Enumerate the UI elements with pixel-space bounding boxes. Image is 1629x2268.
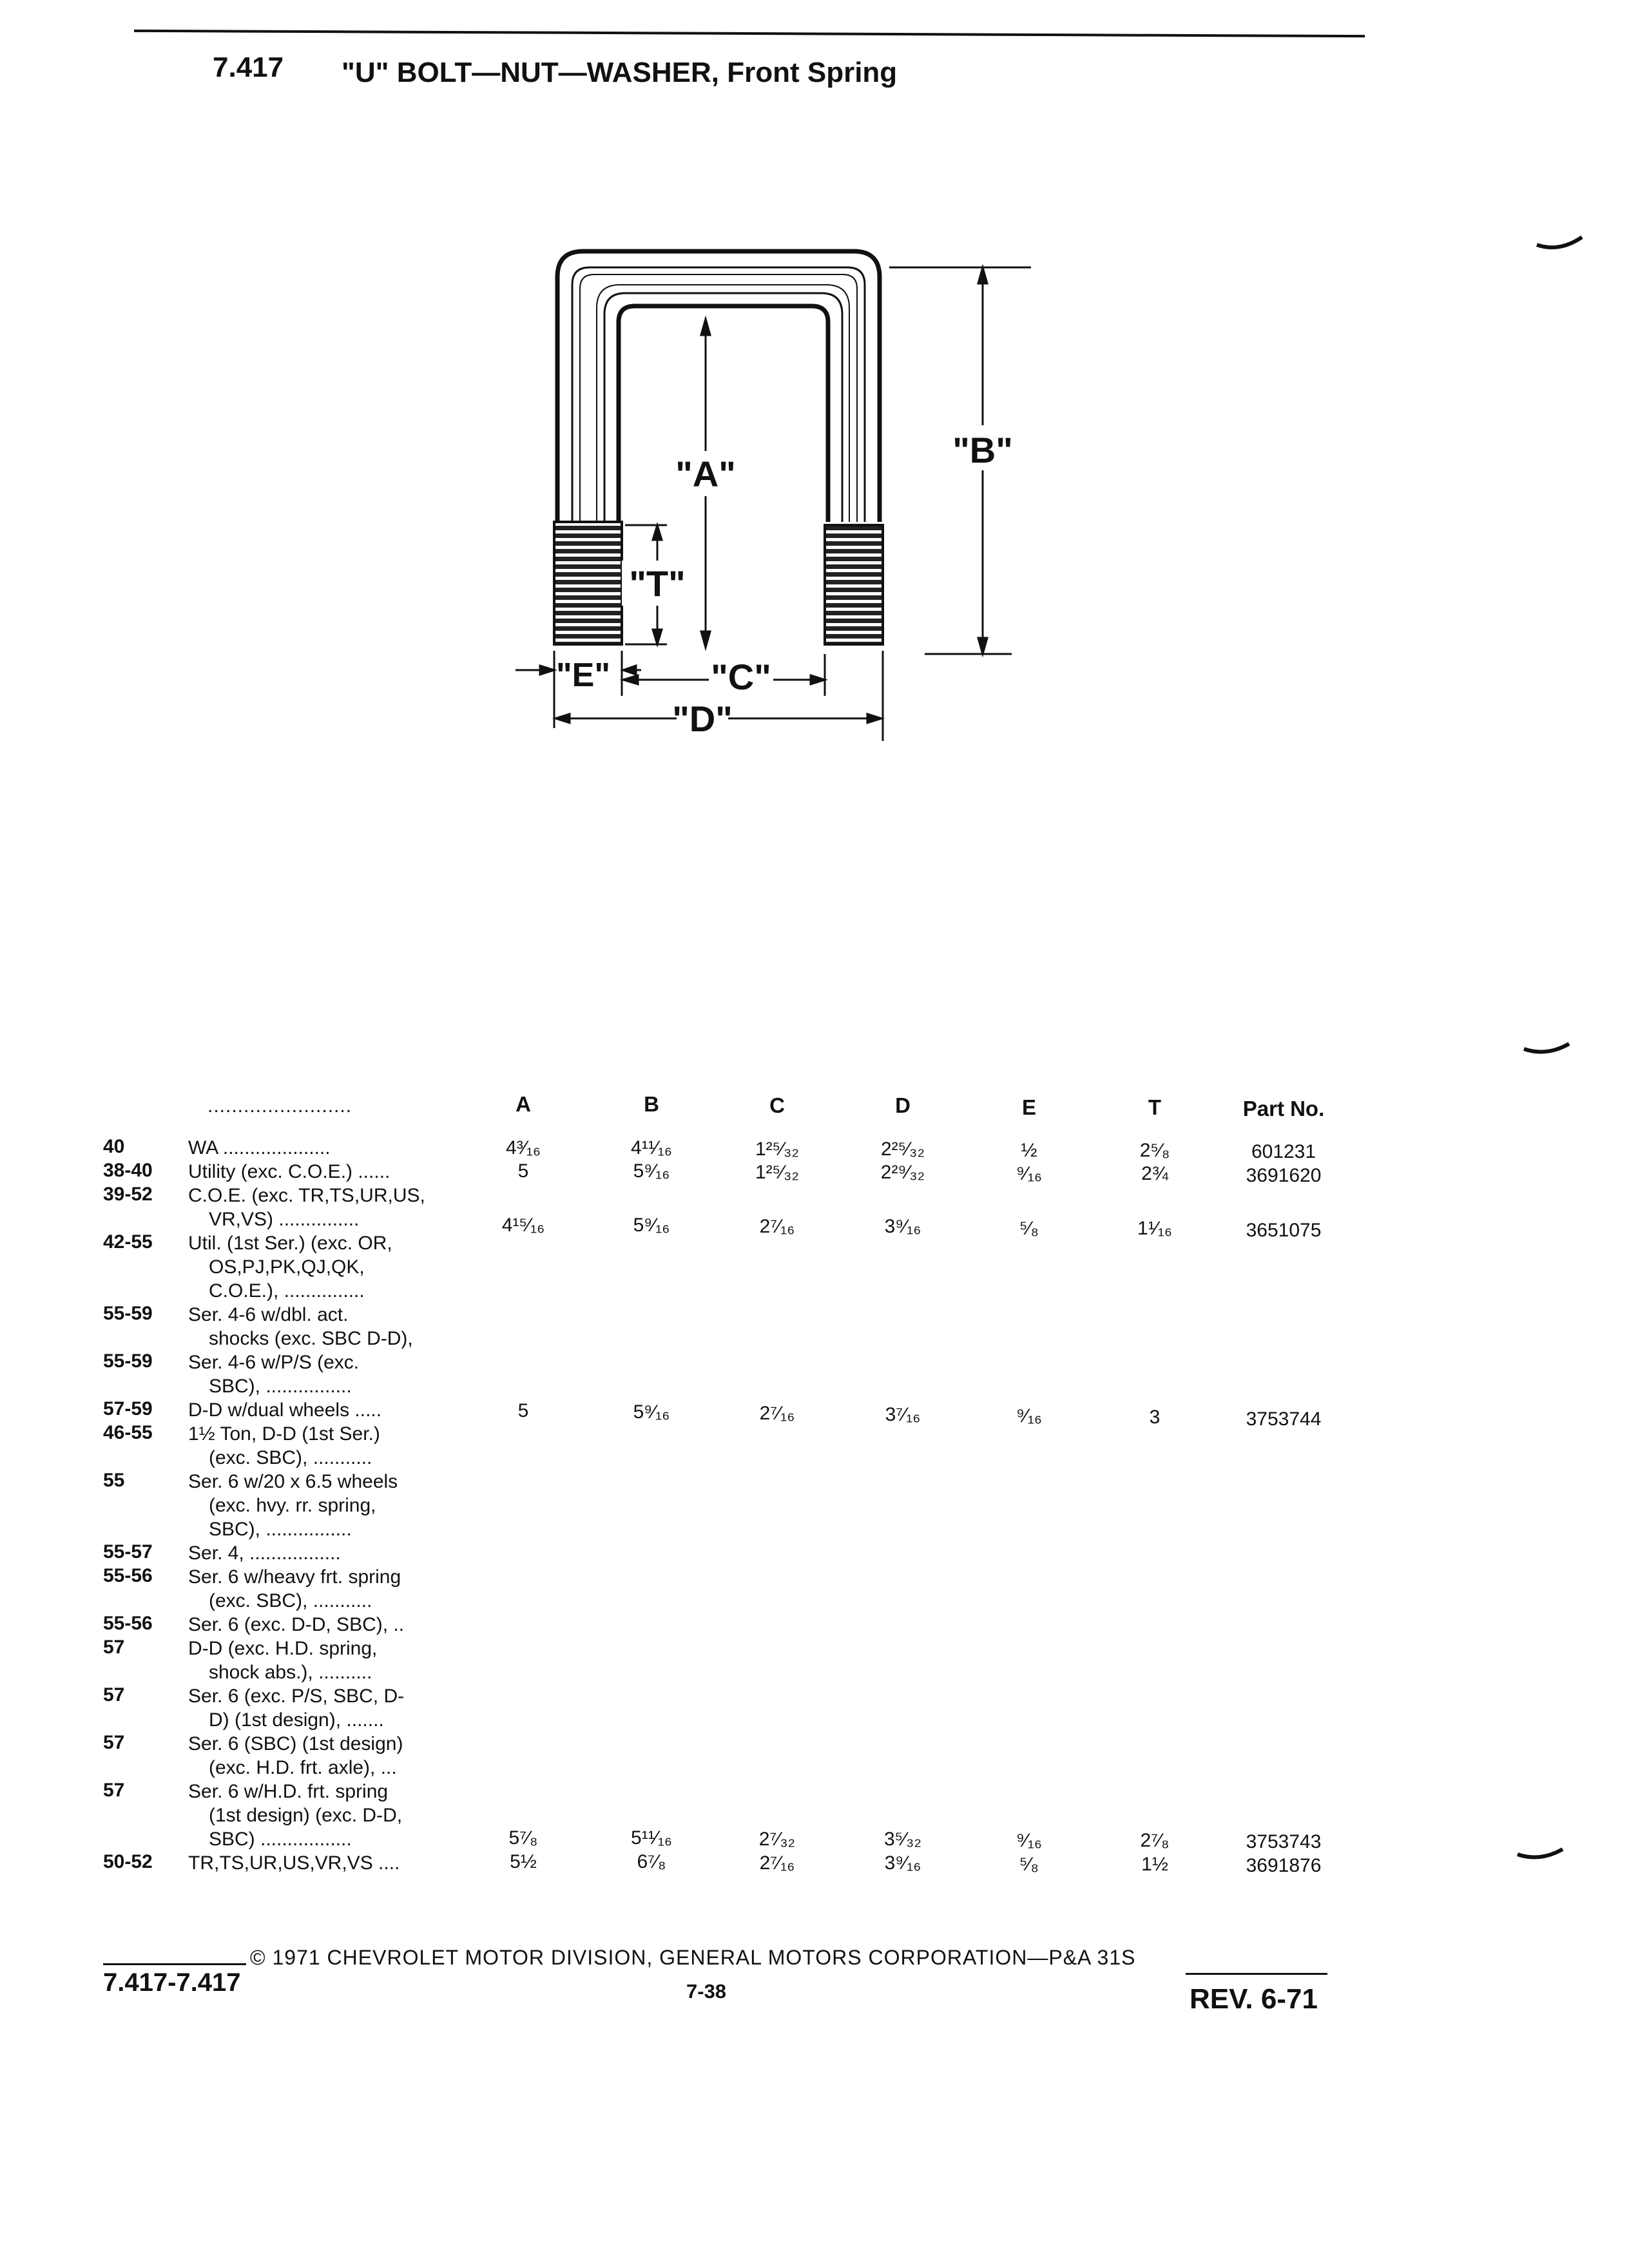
cell-e: ⁹⁄₁₆ (1016, 1405, 1043, 1427)
year-code: 55-59 (103, 1303, 153, 1324)
year-code: 38-40 (103, 1160, 153, 1181)
year-code: 55-56 (103, 1565, 153, 1586)
model-description: Ser. 6 (exc. D-D, SBC), .. (188, 1614, 405, 1635)
cell-b: 5⁹⁄₁₆ (633, 1215, 670, 1236)
model-description: Ser. 6 w/H.D. frt. spring (1st design) (exc. D-D, SBC) ................. (188, 1781, 403, 1850)
cell-t: 2¾ (1141, 1163, 1168, 1184)
model-description: Ser. 6 (SBC) (1st design) (exc. H.D. frt. axle), ... (188, 1733, 403, 1778)
col-header-t: T (1148, 1095, 1162, 1119)
header-leader: ........................ (207, 1095, 352, 1117)
cell-e: ⁹⁄₁₆ (1016, 1163, 1043, 1184)
cell-c: 2⁷⁄₁₆ (759, 1216, 795, 1237)
year-code: 57 (103, 1684, 125, 1706)
model-description: Ser. 4-6 w/P/S (exc. SBC), ................ (188, 1352, 360, 1397)
cell-d: 3⁷⁄₁₆ (885, 1404, 921, 1425)
col-header-d: D (895, 1093, 911, 1117)
cell-b: 6⁷⁄₈ (637, 1851, 666, 1872)
cell-a: 5 (517, 1160, 529, 1182)
cell-d: 2²⁵⁄₃₂ (881, 1139, 925, 1160)
cell-b: 5⁹⁄₁₆ (633, 1160, 670, 1182)
model-description: Ser. 6 w/heavy frt. spring (exc. SBC), ........... (188, 1566, 401, 1611)
cell-t: 3 (1149, 1407, 1161, 1428)
label-t: "T" (629, 563, 686, 604)
cell-d: 3⁵⁄₃₂ (884, 1829, 921, 1850)
cell-e: ⁵⁄₈ (1019, 1218, 1039, 1239)
model-description: C.O.E. (exc. TR,TS,UR,US, VR,VS) ............... (188, 1185, 425, 1230)
margin-mark-icon (1521, 1037, 1572, 1063)
year-code: 55-56 (103, 1613, 153, 1634)
model-description: TR,TS,UR,US,VR,VS .... (188, 1852, 400, 1874)
cell-part-no: 3753744 (1246, 1408, 1322, 1430)
page-title: "U" BOLT—NUT—WASHER, Front Spring (342, 57, 898, 88)
cell-part-no: 3691876 (1246, 1855, 1322, 1876)
label-d: "D" (672, 698, 733, 739)
year-code: 39-52 (103, 1184, 153, 1205)
model-description: WA .................... (188, 1137, 331, 1158)
cell-t: 2⁷⁄₈ (1140, 1830, 1170, 1851)
year-code: 46-55 (103, 1422, 153, 1443)
cell-part-no: 3651075 (1246, 1220, 1322, 1241)
thread-right (825, 525, 883, 644)
year-code: 57 (103, 1732, 125, 1753)
cell-c: 2⁷⁄₁₆ (759, 1403, 795, 1424)
section-code: 7.417 (213, 52, 284, 83)
cell-b: 5⁹⁄₁₆ (633, 1401, 670, 1423)
cell-a: 5⁷⁄₈ (508, 1827, 538, 1849)
year-code: 57 (103, 1637, 125, 1658)
u-bolt-diagram (503, 232, 1083, 760)
cell-c: 1²⁵⁄₃₂ (755, 1162, 799, 1183)
footer-rule-left (103, 1963, 246, 1965)
cell-e: ⁹⁄₁₆ (1016, 1830, 1043, 1851)
cell-a: 5 (517, 1400, 529, 1421)
page-number: 7-38 (686, 1980, 727, 2003)
col-header-b: B (644, 1092, 659, 1116)
model-description: Ser. 6 (exc. P/S, SBC, D- D) (1st design), ....... (188, 1686, 405, 1731)
cell-e: ⁵⁄₈ (1019, 1854, 1039, 1875)
cell-c: 1²⁵⁄₃₂ (755, 1139, 799, 1160)
cell-t: 1¹⁄₁₆ (1137, 1218, 1172, 1239)
thread-left (554, 522, 622, 644)
margin-mark-icon (1534, 232, 1585, 258)
label-a: "A" (675, 454, 736, 494)
model-description: 1½ Ton, D-D (1st Ser.) (exc. SBC), ........... (188, 1423, 380, 1468)
model-description: Ser. 4-6 w/dbl. act. shocks (exc. SBC D-D), (188, 1304, 413, 1349)
col-header-part-no: Part No. (1242, 1097, 1325, 1120)
copyright-line: © 1971 CHEVROLET MOTOR DIVISION, GENERAL MOTORS CORPORATION—P&A 31S (250, 1946, 1136, 1969)
year-code: 50-52 (103, 1851, 153, 1872)
model-description: Ser. 4, ................. (188, 1542, 341, 1564)
model-description: Utility (exc. C.O.E.) ...... (188, 1161, 390, 1182)
col-header-a: A (516, 1092, 531, 1116)
cell-c: 2⁷⁄₁₆ (759, 1852, 795, 1874)
cell-a: 5½ (510, 1851, 537, 1872)
label-c: "C" (711, 657, 771, 697)
label-e: "E" (556, 657, 610, 694)
revision-label: REV. 6-71 (1190, 1983, 1318, 2015)
year-code: 55 (103, 1470, 125, 1491)
model-description: D-D (exc. H.D. spring, shock abs.), .......... (188, 1638, 378, 1683)
year-code: 40 (103, 1136, 125, 1157)
section-range: 7.417-7.417 (103, 1968, 241, 1997)
year-code: 55-57 (103, 1541, 153, 1562)
cell-part-no: 3753743 (1246, 1831, 1322, 1852)
cell-part-no: 3691620 (1246, 1165, 1322, 1186)
cell-b: 4¹¹⁄₁₆ (631, 1137, 672, 1158)
year-code: 57 (103, 1780, 125, 1801)
col-header-c: C (769, 1093, 785, 1117)
model-description: Ser. 6 w/20 x 6.5 wheels (exc. hvy. rr. spring, SBC), ................ (188, 1471, 398, 1540)
year-code: 42-55 (103, 1231, 153, 1253)
cell-d: 2²⁹⁄₃₂ (880, 1162, 925, 1183)
cell-t: 2⁵⁄₈ (1139, 1140, 1170, 1161)
footer-rule-right (1186, 1973, 1327, 1975)
cell-t: 1½ (1141, 1854, 1168, 1875)
cell-d: 3⁹⁄₁₆ (884, 1852, 921, 1874)
margin-mark-icon (1514, 1843, 1566, 1869)
model-description: Util. (1st Ser.) (exc. OR, OS,PJ,PK,QJ,QK, C.O.E.), ............... (188, 1233, 392, 1302)
cell-d: 3⁹⁄₁₆ (884, 1216, 921, 1237)
cell-c: 2⁷⁄₃₂ (758, 1829, 796, 1850)
header-rule (134, 30, 1365, 37)
cell-part-no: 601231 (1251, 1141, 1316, 1162)
model-description: D-D w/dual wheels ..... (188, 1399, 382, 1421)
cell-e: ½ (1021, 1140, 1037, 1161)
col-header-e: E (1021, 1095, 1036, 1119)
year-code: 57-59 (103, 1398, 153, 1419)
cell-a: 4³⁄₁₆ (506, 1137, 541, 1158)
label-b: "B" (952, 430, 1013, 470)
cell-b: 5¹¹⁄₁₆ (631, 1827, 672, 1849)
year-code: 55-59 (103, 1350, 153, 1372)
cell-a: 4¹⁵⁄₁₆ (501, 1215, 545, 1236)
